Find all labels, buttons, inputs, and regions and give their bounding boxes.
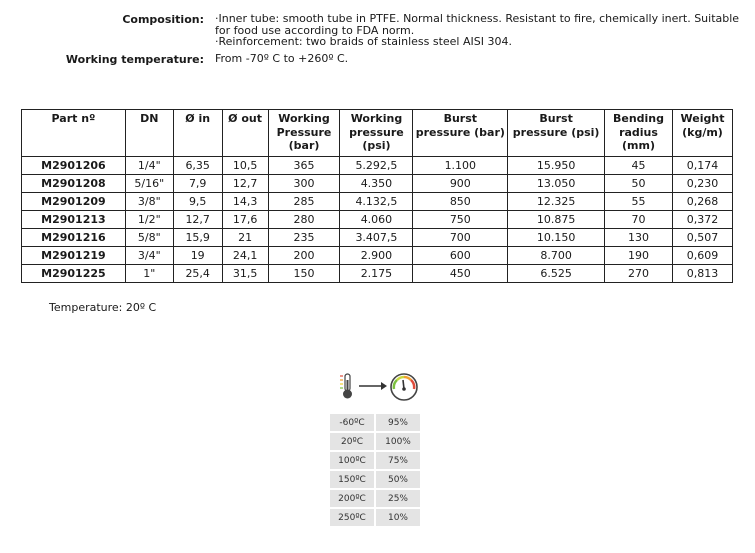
- table-cell: 4.350: [340, 175, 413, 193]
- table-cell: 1/4": [125, 157, 173, 175]
- column-header: Bending radius (mm): [605, 110, 673, 157]
- table-cell: 0,813: [672, 265, 732, 283]
- composition-line: ·Reinforcement: two braids of stainless steel AISI 304.: [215, 35, 512, 48]
- table-cell: 1/2": [125, 211, 173, 229]
- arrow-right-icon: [359, 382, 387, 390]
- table-cell: 0,609: [672, 247, 732, 265]
- table-cell: 5/16": [125, 175, 173, 193]
- table-cell: 21: [222, 229, 268, 247]
- table-cell: 5/8": [125, 229, 173, 247]
- part-number-cell: M2901219: [22, 247, 126, 265]
- temperature-cell: 200ºC: [330, 490, 374, 507]
- table-row: [22, 193, 733, 211]
- table-cell: 45: [605, 157, 673, 175]
- derating-row: [330, 414, 420, 431]
- table-cell: 0,174: [672, 157, 732, 175]
- derating-row: [330, 433, 420, 450]
- table-cell: 300: [268, 175, 340, 193]
- table-cell: 3/8": [125, 193, 173, 211]
- table-row: [22, 157, 733, 175]
- table-cell: 10.875: [508, 211, 605, 229]
- table-cell: 15,9: [173, 229, 222, 247]
- column-header: DN: [125, 110, 173, 157]
- derating-row: [330, 490, 420, 507]
- composition-value: [215, 13, 740, 48]
- table-cell: 2.900: [340, 247, 413, 265]
- table-cell: 17,6: [222, 211, 268, 229]
- part-number-cell: M2901213: [22, 211, 126, 229]
- table-cell: 25,4: [173, 265, 222, 283]
- percentage-cell: 95%: [376, 414, 420, 431]
- working-temperature-label: Working temperature:: [65, 53, 204, 66]
- derating-row: [330, 471, 420, 488]
- part-number-cell: M2901216: [22, 229, 126, 247]
- table-cell: 0,507: [672, 229, 732, 247]
- table-cell: 600: [413, 247, 508, 265]
- table-cell: 14,3: [222, 193, 268, 211]
- pressure-derating-table: [328, 412, 422, 528]
- percentage-cell: 10%: [376, 509, 420, 526]
- table-cell: 1.100: [413, 157, 508, 175]
- part-number-cell: M2901208: [22, 175, 126, 193]
- table-cell: 19: [173, 247, 222, 265]
- percentage-cell: 25%: [376, 490, 420, 507]
- table-cell: 450: [413, 265, 508, 283]
- column-header: Working Pressure (bar): [268, 110, 340, 157]
- table-body: [22, 157, 733, 283]
- table-row: [22, 211, 733, 229]
- table-cell: 8.700: [508, 247, 605, 265]
- table-cell: 2.175: [340, 265, 413, 283]
- column-header: Ø in: [173, 110, 222, 157]
- table-cell: 750: [413, 211, 508, 229]
- table-cell: 55: [605, 193, 673, 211]
- table-cell: 285: [268, 193, 340, 211]
- composition-label: Composition:: [122, 13, 204, 26]
- table-cell: 70: [605, 211, 673, 229]
- table-row: [22, 247, 733, 265]
- table-cell: 6.525: [508, 265, 605, 283]
- table-cell: 9,5: [173, 193, 222, 211]
- table-cell: 0,372: [672, 211, 732, 229]
- column-header: Ø out: [222, 110, 268, 157]
- column-header: Weight (kg/m): [672, 110, 732, 157]
- table-cell: 4.132,5: [340, 193, 413, 211]
- table-cell: 24,1: [222, 247, 268, 265]
- table-row: [22, 229, 733, 247]
- part-number-cell: M2901206: [22, 157, 126, 175]
- table-cell: 900: [413, 175, 508, 193]
- temperature-to-pressure-icons: [337, 372, 423, 402]
- table-cell: 150: [268, 265, 340, 283]
- table-cell: 5.292,5: [340, 157, 413, 175]
- temperature-cell: 150ºC: [330, 471, 374, 488]
- part-number-cell: M2901225: [22, 265, 126, 283]
- table-row: [22, 265, 733, 283]
- table-cell: 270: [605, 265, 673, 283]
- table-cell: 0,230: [672, 175, 732, 193]
- table-cell: 130: [605, 229, 673, 247]
- temperature-cell: 100ºC: [330, 452, 374, 469]
- table-cell: 31,5: [222, 265, 268, 283]
- hose-specifications-table: [21, 109, 733, 283]
- table-cell: 6,35: [173, 157, 222, 175]
- column-header: Working pressure (psi): [340, 110, 413, 157]
- table-cell: 3.407,5: [340, 229, 413, 247]
- temperature-note: Temperature: 20º C: [49, 301, 157, 314]
- thermometer-icon: [340, 374, 352, 399]
- table-cell: 10.150: [508, 229, 605, 247]
- temperature-cell: 20ºC: [330, 433, 374, 450]
- table-cell: 13.050: [508, 175, 605, 193]
- table-cell: 0,268: [672, 193, 732, 211]
- derating-row: [330, 452, 420, 469]
- pressure-gauge-icon: [391, 374, 417, 400]
- table-cell: 15.950: [508, 157, 605, 175]
- working-temperature-value: From -70º C to +260º C.: [215, 52, 349, 65]
- derating-row: [330, 509, 420, 526]
- table-cell: 280: [268, 211, 340, 229]
- table-cell: 190: [605, 247, 673, 265]
- percentage-cell: 50%: [376, 471, 420, 488]
- table-cell: 1": [125, 265, 173, 283]
- table-cell: 10,5: [222, 157, 268, 175]
- table-cell: 12,7: [222, 175, 268, 193]
- temperature-cell: -60ºC: [330, 414, 374, 431]
- table-cell: 850: [413, 193, 508, 211]
- temperature-cell: 250ºC: [330, 509, 374, 526]
- table-cell: 235: [268, 229, 340, 247]
- table-cell: 7,9: [173, 175, 222, 193]
- column-header: Part nº: [22, 110, 126, 157]
- table-header-row: [22, 110, 733, 157]
- table-cell: 365: [268, 157, 340, 175]
- table-cell: 4.060: [340, 211, 413, 229]
- column-header: Burst pressure (bar): [413, 110, 508, 157]
- table-cell: 50: [605, 175, 673, 193]
- table-cell: 12.325: [508, 193, 605, 211]
- table-cell: 12,7: [173, 211, 222, 229]
- percentage-cell: 75%: [376, 452, 420, 469]
- column-header: Burst pressure (psi): [508, 110, 605, 157]
- composition-line: ·Inner tube: smooth tube in PTFE. Normal thickness. Resistant to fire, chemically inert. Suitable for food use according to FDA norm.: [215, 12, 740, 37]
- table-cell: 700: [413, 229, 508, 247]
- part-number-cell: M2901209: [22, 193, 126, 211]
- percentage-cell: 100%: [376, 433, 420, 450]
- table-cell: 3/4": [125, 247, 173, 265]
- table-cell: 200: [268, 247, 340, 265]
- table-row: [22, 175, 733, 193]
